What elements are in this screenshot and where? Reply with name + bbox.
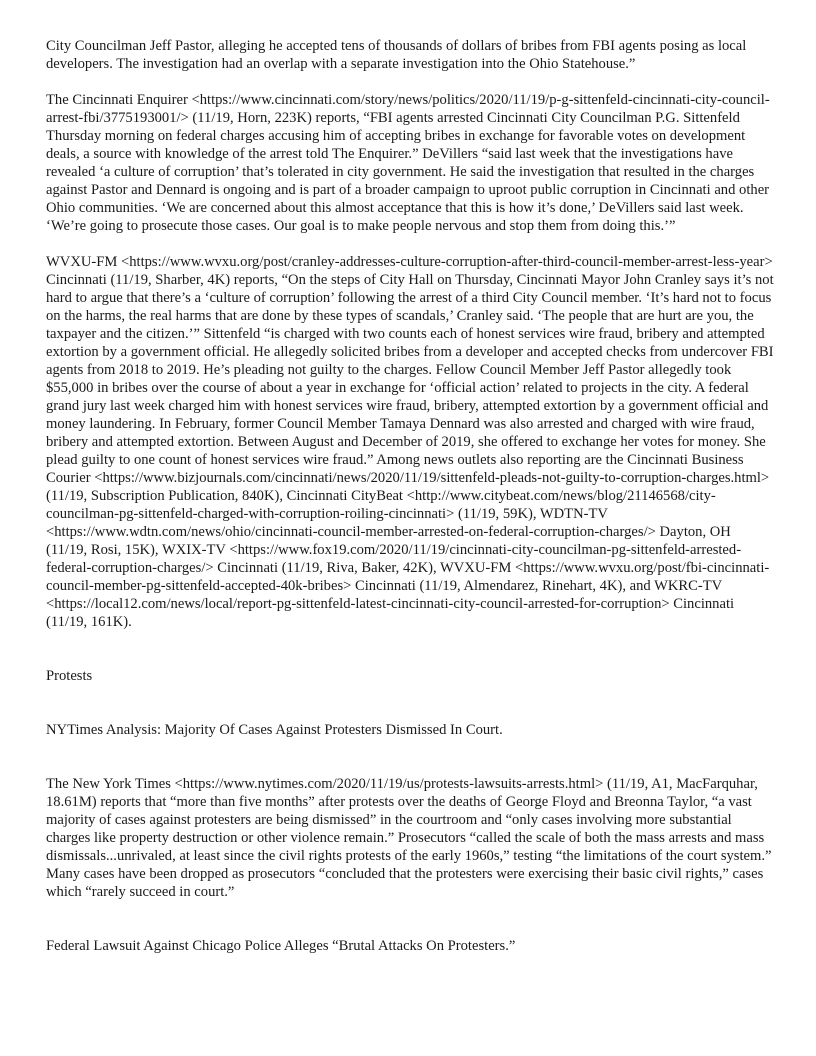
document-page bbox=[46, 37, 774, 955]
headline-chicago-lawsuit: Federal Lawsuit Against Chicago Police Alleges “Brutal Attacks On Protesters.” bbox=[46, 938, 516, 954]
section-heading-protests: Protests bbox=[46, 668, 93, 684]
headline-nytimes-analysis: NYTimes Analysis: Majority Of Cases Against Protesters Dismissed In Court. bbox=[46, 722, 503, 738]
spacer bbox=[46, 685, 774, 721]
paragraph-nytimes-protests: The New York Times <https://www.nytimes.com/2020/11/19/us/protests-lawsuits-arrests.html> (11/19, A1, MacFarquhar, 18.61M) reports that “more than five months” after protests over the deaths of George Floyd and Breonna Taylor, “a vast majority of cases against protesters are being dismissed” in the courtroom and “only cases involving more substantial charges like property destruction or other violence remain.” Prosecutors “called the scale of both the mass arrests and mass dismissals...unrivaled, at least since the civil rights protests of the early 1960s,” testing “the limitations of the court system.” Many cases have been dropped as prosecutors “concluded that the protesters were exercising their basic civil rights,” cases which “rarely succeed in court.” bbox=[46, 776, 772, 900]
spacer bbox=[46, 739, 774, 775]
paragraph-wvxu-cranley: WVXU-FM <https://www.wvxu.org/post/cranley-addresses-culture-corruption-after-third-council-member-arrest-less-year> Cincinnati (11/19, Sharber, 4K) reports, “On the steps of City Hall on Thursday, Cincinnati Mayor John Cranley says it’s not hard to argue that there’s a ‘culture of corruption’ following the arrest of a third City Council member. ‘It’s hard not to focus on the harms, the real harms that are done by these types of scandals,’ Cranley said. ‘The people that are hurt are you, the taxpayer and the citizen.’” Sittenfeld “is charged with two counts each of honest services wire fraud, bribery and attempted extortion by a government official. He allegedly solicited bribes from a developer and accepted checks from undercover FBI agents from 2018 to 2019. He’s pleading not guilty to the charges. Fellow Council Member Jeff Pastor allegedly took $55,000 in bribes over the course of about a year in exchange for ‘official action’ related to projects in the city. A federal grand jury last week charged him with honest services wire fraud, bribery, attempted extortion by a government official and money laundering. In February, former Council Member Tamaya Dennard was also arrested and charged with wire fraud, bribery and attempted extortion. Between August and December of 2019, she offered to exchange her votes for money. She plead guilty to one count of honest services wire fraud.” Among news outlets also reporting are the Cincinnati Business Courier <https://www.bizjournals.com/cincinnati/news/2020/11/19/sittenfeld-pleads-not-guilty-to-corruption-charges.html> (11/19, Subscription Publication, 840K), Cincinnati CityBeat <http://www.citybeat.com/news/blog/21146568/city-councilman-pg-sittenfeld-charged-with-corruption-roiling-cincinnati> (11/19, 59K), WDTN-TV <https://www.wdtn.com/news/ohio/cincinnati-council-member-arrested-on-federal-corruption-charges/> Dayton, OH (11/19, Rosi, 15K), WXIX-TV <https://www.fox19.com/2020/11/19/cincinnati-city-councilman-pg-sittenfeld-arrested-federal-corruption-charges/> Cincinnati (11/19, Riva, Baker, 42K), WVXU-FM <https://www.wvxu.org/post/fbi-cincinnati-council-member-pg-sittenfeld-accepted-40k-bribes> Cincinnati (11/19, Almendarez, Rinehart, 4K), and WKRC-TV <https://local12.com/news/local/report-pg-sittenfeld-latest-cincinnati-city-council-arrested-for-corruption> Cincinnati (11/19, 161K). bbox=[46, 254, 774, 630]
spacer bbox=[46, 631, 774, 667]
spacer bbox=[46, 235, 774, 253]
spacer bbox=[46, 901, 774, 937]
paragraph-cincinnati-enquirer: The Cincinnati Enquirer <https://www.cincinnati.com/story/news/politics/2020/11/19/p-g-sittenfeld-cincinnati-city-council-arrest-fbi/3775193001/> (11/19, Horn, 223K) reports, “FBI agents arrested Cincinnati City Councilman P.G. Sittenfeld Thursday morning on federal charges accusing him of accepting bribes in exchange for favorable votes on development deals, a source with knowledge of the arrest told The Enquirer.” DeVillers “said last week that the investigations have revealed ‘a culture of corruption’ that’s tolerated in city government. He said the investigation that resulted in the charges against Pastor and Dennard is ongoing and is part of a broader campaign to uproot public corruption in Cincinnati and other Ohio communities. ‘We are concerned about this almost acceptance that this is how it’s done,’ DeVillers said last week. ‘We’re going to prosecute those cases. Our goal is to make people nervous and stop them from doing this.’” bbox=[46, 92, 770, 234]
paragraph-pastor-bribes: City Councilman Jeff Pastor, alleging he accepted tens of thousands of dollars of bribes from FBI agents posing as local developers. The investigation had an overlap with a separate investigation into the Ohio Statehouse.” bbox=[46, 38, 747, 72]
spacer bbox=[46, 73, 774, 91]
